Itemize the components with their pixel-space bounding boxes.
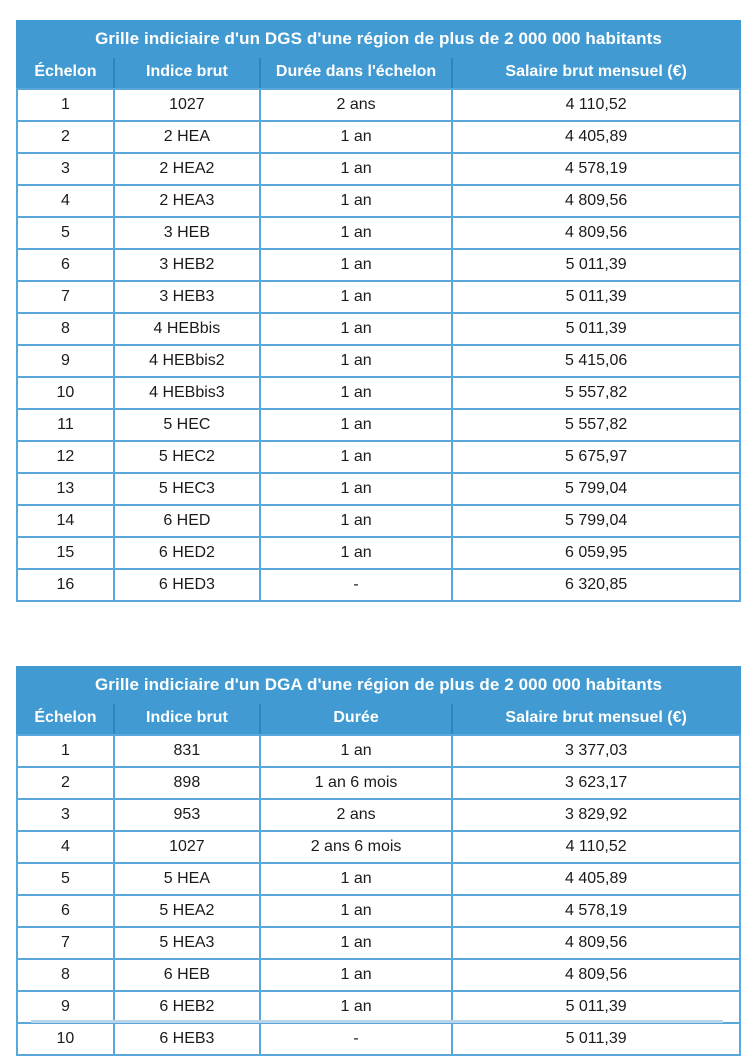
table-row — [17, 281, 740, 313]
table-cell: 11 — [17, 409, 114, 441]
table-cell: 5 HEA — [114, 863, 260, 895]
table-body-dgs — [17, 89, 740, 601]
table-cell: 2 ans — [260, 799, 452, 831]
salary-grid-table-dga — [16, 666, 741, 1056]
table-cell: 1027 — [114, 831, 260, 863]
table-cell: 6 — [17, 249, 114, 281]
table-cell: 16 — [17, 569, 114, 601]
table-cell: 5 799,04 — [452, 505, 740, 537]
table-row — [17, 569, 740, 601]
table-cell: 7 — [17, 281, 114, 313]
table-cell: 6 HEB3 — [114, 1023, 260, 1055]
table-cell: 1027 — [114, 89, 260, 121]
table-row — [17, 1023, 740, 1055]
table-cell: 9 — [17, 991, 114, 1023]
table-cell: 2 — [17, 767, 114, 799]
table-cell: 1 an — [260, 281, 452, 313]
table-cell: 12 — [17, 441, 114, 473]
table-cell: 4 809,56 — [452, 217, 740, 249]
table-cell: 6 059,95 — [452, 537, 740, 569]
table-cell: 5 HEA3 — [114, 927, 260, 959]
table-cell: 5 011,39 — [452, 1023, 740, 1055]
table-cell: 6 HEB2 — [114, 991, 260, 1023]
table-cell: 8 — [17, 313, 114, 345]
table-cell: 6 320,85 — [452, 569, 740, 601]
table-row — [17, 831, 740, 863]
table-cell: 1 an — [260, 377, 452, 409]
table-cell: 8 — [17, 959, 114, 991]
table-cell: 1 an — [260, 505, 452, 537]
column-header-echelon: Échelon — [17, 703, 114, 735]
table-cell: 7 — [17, 927, 114, 959]
table-row — [17, 89, 740, 121]
table-cell: 1 an — [260, 959, 452, 991]
table-cell: 1 an — [260, 473, 452, 505]
table-row — [17, 959, 740, 991]
table-cell: 5 HEA2 — [114, 895, 260, 927]
table-row — [17, 537, 740, 569]
table-cell: 953 — [114, 799, 260, 831]
table-row — [17, 441, 740, 473]
table-cell: 1 an — [260, 153, 452, 185]
table-cell: 4 HEBbis — [114, 313, 260, 345]
tables-spacer — [16, 602, 741, 666]
column-header-echelon: Échelon — [17, 57, 114, 89]
column-header-indice-brut: Indice brut — [114, 57, 260, 89]
table-cell: 3 829,92 — [452, 799, 740, 831]
table-row — [17, 863, 740, 895]
table-cell: 4 405,89 — [452, 863, 740, 895]
table-row — [17, 377, 740, 409]
table-cell: 4 809,56 — [452, 959, 740, 991]
table-row — [17, 473, 740, 505]
table-cell: 6 HEB — [114, 959, 260, 991]
table-cell: 6 HED — [114, 505, 260, 537]
table-header-row — [17, 703, 740, 735]
table-cell: - — [260, 569, 452, 601]
table-row — [17, 767, 740, 799]
table-row — [17, 895, 740, 927]
table-cell: 4 HEBbis3 — [114, 377, 260, 409]
table-cell: 1 — [17, 89, 114, 121]
table-cell: 4 — [17, 185, 114, 217]
table-cell: 1 — [17, 735, 114, 767]
table-cell: 1 an — [260, 249, 452, 281]
table-cell: 5 557,82 — [452, 409, 740, 441]
table-cell: 3 — [17, 153, 114, 185]
table-row — [17, 153, 740, 185]
table-cell: 5 415,06 — [452, 345, 740, 377]
table-row — [17, 927, 740, 959]
table-cell: 2 HEA2 — [114, 153, 260, 185]
table-row — [17, 121, 740, 153]
table-cell: 5 HEC3 — [114, 473, 260, 505]
table-cell: 5 — [17, 217, 114, 249]
table-row — [17, 409, 740, 441]
table-cell: 1 an 6 mois — [260, 767, 452, 799]
table-cell: 1 an — [260, 185, 452, 217]
table-cell: 10 — [17, 377, 114, 409]
table-cell: 1 an — [260, 121, 452, 153]
table-row — [17, 217, 740, 249]
column-header-indice-brut: Indice brut — [114, 703, 260, 735]
table-cell: 2 ans 6 mois — [260, 831, 452, 863]
table-cell: 3 377,03 — [452, 735, 740, 767]
table-title-row — [17, 21, 740, 57]
table-cell: 5 011,39 — [452, 991, 740, 1023]
table-cell: 898 — [114, 767, 260, 799]
column-header-duree: Durée — [260, 703, 452, 735]
table-cell: 5 675,97 — [452, 441, 740, 473]
table-cell: 1 an — [260, 217, 452, 249]
table-cell: 1 an — [260, 895, 452, 927]
table-header-row — [17, 57, 740, 89]
table-cell: 6 HED3 — [114, 569, 260, 601]
table-cell: 1 an — [260, 863, 452, 895]
table-cell: 4 809,56 — [452, 927, 740, 959]
table-cell: 1 an — [260, 313, 452, 345]
table-cell: 1 an — [260, 735, 452, 767]
salary-grid-table-dgs — [16, 20, 741, 602]
table-title-dgs: Grille indiciaire d'un DGS d'une région de plus de 2 000 000 habitants — [17, 21, 740, 57]
table-cell: 6 — [17, 895, 114, 927]
table-cell: 5 011,39 — [452, 249, 740, 281]
table-cell: 4 — [17, 831, 114, 863]
column-header-salaire: Salaire brut mensuel (€) — [452, 57, 740, 89]
table-cell: 14 — [17, 505, 114, 537]
table-cell: 1 an — [260, 927, 452, 959]
table-row — [17, 313, 740, 345]
table-cell: 4 405,89 — [452, 121, 740, 153]
table-row — [17, 345, 740, 377]
table-cell: 5 HEC — [114, 409, 260, 441]
table-cell: 2 — [17, 121, 114, 153]
table-cell: 5 011,39 — [452, 281, 740, 313]
table-cell: 2 ans — [260, 89, 452, 121]
table-cell: 5 — [17, 863, 114, 895]
table-cell: 3 623,17 — [452, 767, 740, 799]
table-cell: 4 578,19 — [452, 895, 740, 927]
table-cell: 5 557,82 — [452, 377, 740, 409]
table-row — [17, 185, 740, 217]
table-cell: 15 — [17, 537, 114, 569]
table-title-row — [17, 667, 740, 703]
table-cell: 3 HEB2 — [114, 249, 260, 281]
table-cell: 1 an — [260, 991, 452, 1023]
table-cell: 5 011,39 — [452, 313, 740, 345]
table-cell: 2 HEA3 — [114, 185, 260, 217]
table-cell: 3 HEB3 — [114, 281, 260, 313]
table-cell: 1 an — [260, 345, 452, 377]
table-cell: 2 HEA — [114, 121, 260, 153]
table-cell: 4 578,19 — [452, 153, 740, 185]
table-cell: 9 — [17, 345, 114, 377]
table-cell: 831 — [114, 735, 260, 767]
table-title-dga: Grille indiciaire d'un DGA d'une région de plus de 2 000 000 habitants — [17, 667, 740, 703]
table-cell: 6 HED2 — [114, 537, 260, 569]
table-cell: 1 an — [260, 409, 452, 441]
table-row — [17, 735, 740, 767]
table-cell: - — [260, 1023, 452, 1055]
column-header-salaire: Salaire brut mensuel (€) — [452, 703, 740, 735]
table-cell: 13 — [17, 473, 114, 505]
table-row — [17, 991, 740, 1023]
table-row — [17, 505, 740, 537]
table-cell: 4 809,56 — [452, 185, 740, 217]
table-cell: 10 — [17, 1023, 114, 1055]
table-row — [17, 249, 740, 281]
table-cell: 4 HEBbis2 — [114, 345, 260, 377]
table-cell: 1 an — [260, 441, 452, 473]
table-body-dga — [17, 735, 740, 1055]
table-cell: 1 an — [260, 537, 452, 569]
table-cell: 5 799,04 — [452, 473, 740, 505]
table-cell: 3 — [17, 799, 114, 831]
table-cell: 4 110,52 — [452, 831, 740, 863]
next-table-cutoff-edge — [31, 1020, 723, 1023]
table-cell: 3 HEB — [114, 217, 260, 249]
column-header-duree-echelon: Durée dans l'échelon — [260, 57, 452, 89]
table-row — [17, 799, 740, 831]
table-cell: 5 HEC2 — [114, 441, 260, 473]
table-cell: 4 110,52 — [452, 89, 740, 121]
